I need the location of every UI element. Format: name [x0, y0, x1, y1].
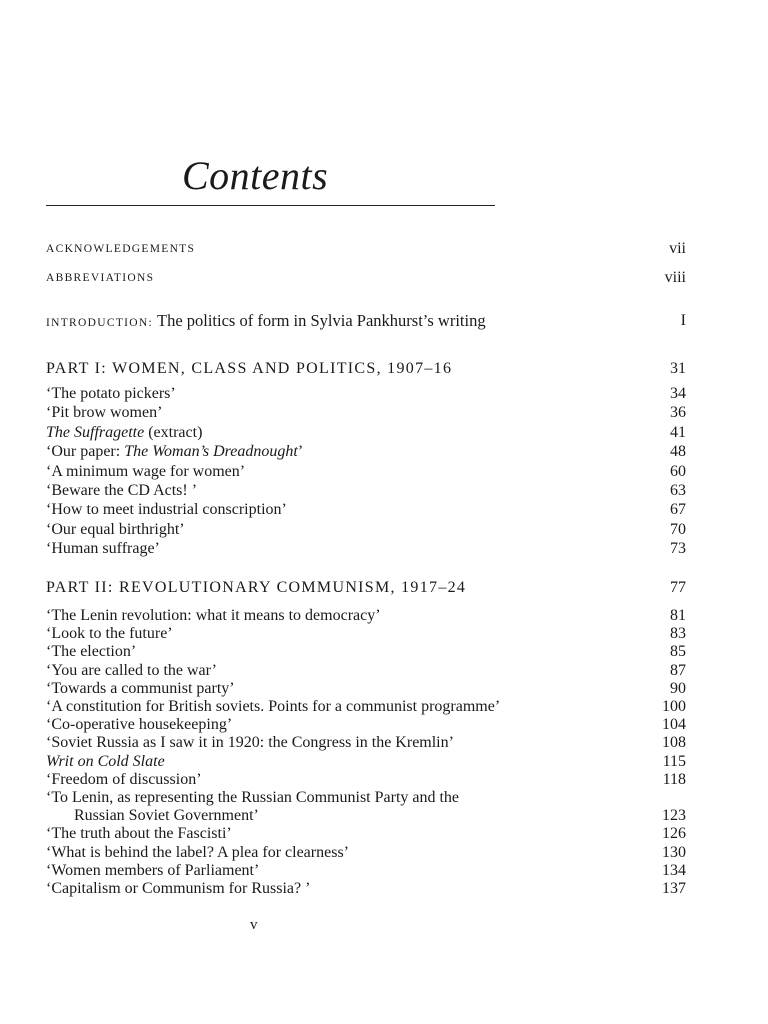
toc-entry-title: [46, 733, 454, 753]
toc-entry-title-post: ’: [297, 443, 304, 461]
toc-entry-title-post: (extract): [144, 423, 203, 441]
toc-entry: [46, 481, 686, 501]
toc-entry-title-pre: ‘Soviet Russia as I saw it in 1920: the Congress in the Kremlin’: [46, 734, 454, 752]
toc-entry-title: [46, 697, 500, 717]
toc-entry-page: 63: [670, 482, 686, 499]
page-folio: v: [250, 917, 258, 933]
toc-entry-title: [46, 843, 349, 863]
toc-entry: [46, 624, 686, 644]
toc-entry: [46, 879, 686, 899]
toc-entry-page: 70: [670, 520, 686, 538]
toc-entry-title-pre: ‘Pit brow women’: [46, 404, 163, 422]
toc-entry-acknowledgements: [46, 239, 686, 259]
toc-entry-title-pre: ‘The truth about the Fascisti’: [46, 825, 232, 843]
toc-entry: [46, 715, 686, 735]
toc-entry: [46, 752, 686, 772]
toc-entry-title: [46, 770, 202, 790]
toc-entry-page: 126: [662, 825, 686, 843]
part-heading-1: [46, 359, 686, 379]
toc-entry-page: 87: [670, 661, 686, 679]
toc-entry-label: ACKNOWLEDGEMENTS: [46, 243, 196, 255]
part-heading-label: PART II: REVOLUTIONARY COMMUNISM, 1917–24: [46, 579, 467, 596]
toc-entry-title-pre: ‘The Lenin revolution: what it means to democracy’: [46, 607, 381, 624]
toc-entry-title-pre: ‘Women members of Parliament’: [46, 861, 260, 879]
toc-entry-page: 83: [670, 625, 686, 643]
toc-entry-page: 34: [670, 385, 686, 402]
toc-entry-page: 100: [662, 698, 686, 715]
toc-entry: [46, 442, 686, 462]
introduction-label: INTRODUCTION:: [46, 317, 153, 329]
toc-entry-page: vii: [669, 240, 686, 257]
toc-entry-title-pre: ‘To Lenin, as representing the Russian Communist Party and the: [46, 789, 460, 806]
toc-entry: [46, 384, 686, 404]
toc-entry: [46, 520, 686, 540]
toc-entry-title-pre: ‘Beware the CD Acts! ’: [46, 482, 198, 499]
toc-entry-page: 130: [662, 843, 686, 861]
toc-entry-title: [46, 752, 165, 772]
part-heading-2: [46, 578, 686, 598]
toc-entry-title-pre: ‘Human suffrage’: [46, 540, 160, 558]
toc-entry-title: [46, 500, 287, 520]
toc-entry-title-pre: ‘What is behind the label? A plea for clearness’: [46, 843, 349, 861]
toc-entry-title-ital: Writ on Cold Slate: [46, 752, 165, 770]
toc-entry: [46, 843, 686, 863]
toc-entry: [46, 539, 686, 559]
toc-entry-page: 115: [662, 752, 686, 770]
page-title: Contents: [182, 153, 329, 198]
toc-entry-page: 73: [670, 540, 686, 558]
toc-entry: [46, 642, 686, 662]
toc-entry-title-pre: ‘Capitalism or Communism for Russia? ’: [46, 880, 311, 897]
toc-entry-title: [46, 679, 235, 699]
toc-entry-label: ABBREVIATIONS: [46, 272, 155, 284]
introduction-title: The politics of form in Sylvia Pankhurst’s writing: [156, 311, 486, 330]
toc-entry: [46, 788, 686, 808]
toc-entry-title-pre: ‘The potato pickers’: [46, 385, 176, 402]
toc-entry: [46, 403, 686, 423]
toc-entry-page: 104: [662, 716, 686, 734]
toc-entry-page: 41: [670, 423, 686, 441]
toc-entry-title-ital: The Woman’s Dreadnought: [124, 443, 298, 461]
toc-entry-title: [46, 642, 136, 662]
toc-entry-title: [46, 462, 245, 482]
toc-entry-title: [46, 442, 303, 462]
toc-entry-page: 108: [662, 734, 686, 752]
toc-entry-title-pre: ‘Co-operative housekeeping’: [46, 716, 233, 734]
toc-entry-page: viii: [664, 269, 686, 286]
toc-entry-page: 81: [670, 607, 686, 624]
toc-entry: [46, 679, 686, 699]
toc-entry-page: 85: [670, 643, 686, 661]
toc-entry: [46, 606, 686, 626]
toc-entry-title: [46, 520, 185, 540]
toc-entry-title-pre: ‘A minimum wage for women’: [46, 462, 246, 480]
toc-entry-title: [46, 481, 197, 501]
toc-entry-title: [46, 624, 173, 644]
part-heading-page: 31: [670, 360, 686, 377]
toc-entry-page: I: [680, 312, 686, 329]
toc-entry: [46, 806, 686, 826]
toc-entry-title-pre: ‘Look to the future’: [46, 625, 173, 643]
toc-entry-page: 134: [662, 861, 686, 879]
toc-entry-title-ital: The Suffragette: [46, 423, 145, 441]
toc-entry-page: 118: [662, 770, 686, 788]
toc-entry-page: 67: [670, 501, 686, 519]
toc-entry-title-pre: ‘How to meet industrial conscription’: [46, 501, 287, 519]
toc-entry: [46, 423, 686, 443]
toc-entry-title-pre: ‘Freedom of discussion’: [46, 770, 202, 788]
toc-entry-title: [46, 384, 176, 404]
toc-entry-title-pre: ‘You are called to the war’: [46, 661, 217, 679]
toc-entry-title: [46, 403, 162, 423]
part-heading-page: 77: [670, 579, 686, 596]
toc-entry-title: [46, 824, 232, 844]
toc-entry-title: [46, 806, 259, 826]
toc-entry-page: 48: [670, 443, 686, 461]
toc-entry-title: [46, 606, 381, 626]
toc-entry: [46, 661, 686, 681]
toc-entry: [46, 824, 686, 844]
toc-entry-introduction: [46, 311, 686, 331]
toc-entry-title-pre: ‘A constitution for British soviets. Points for a communist programme’: [46, 698, 501, 715]
toc-entry-title-pre: ‘Our paper:: [46, 443, 125, 461]
toc-entry-label: [46, 311, 486, 333]
toc-entry-page: 36: [670, 404, 686, 422]
toc-entry: [46, 861, 686, 881]
part-heading-label: PART I: WOMEN, CLASS AND POLITICS, 1907–16: [46, 360, 453, 377]
toc-entry-title-pre: ‘Towards a communist party’: [46, 679, 235, 697]
toc-entry-title-pre: ‘Our equal birthright’: [46, 520, 185, 538]
toc-entry-title: [46, 788, 459, 808]
toc-entry-title: [46, 715, 232, 735]
toc-entry-title: [46, 539, 160, 559]
toc-entry-title: [46, 661, 217, 681]
toc-entry-title-pre: Russian Soviet Government’: [74, 807, 259, 825]
toc-entry-title: [46, 861, 259, 881]
toc-entry: [46, 462, 686, 482]
toc-entry: [46, 500, 686, 520]
toc-entry-title-pre: ‘The election’: [46, 643, 137, 661]
title-rule: [46, 205, 495, 206]
toc-entry: [46, 733, 686, 753]
toc-entry-page: 137: [662, 880, 686, 897]
toc-entry: [46, 697, 686, 717]
toc-entry-page: 60: [670, 462, 686, 480]
toc-entry-page: 123: [662, 807, 686, 825]
toc-entry-abbreviations: [46, 268, 686, 288]
toc-entry-title: [46, 879, 310, 899]
toc-entry-page: 90: [670, 679, 686, 697]
toc-entry: [46, 770, 686, 790]
toc-entry-title: [46, 423, 202, 443]
